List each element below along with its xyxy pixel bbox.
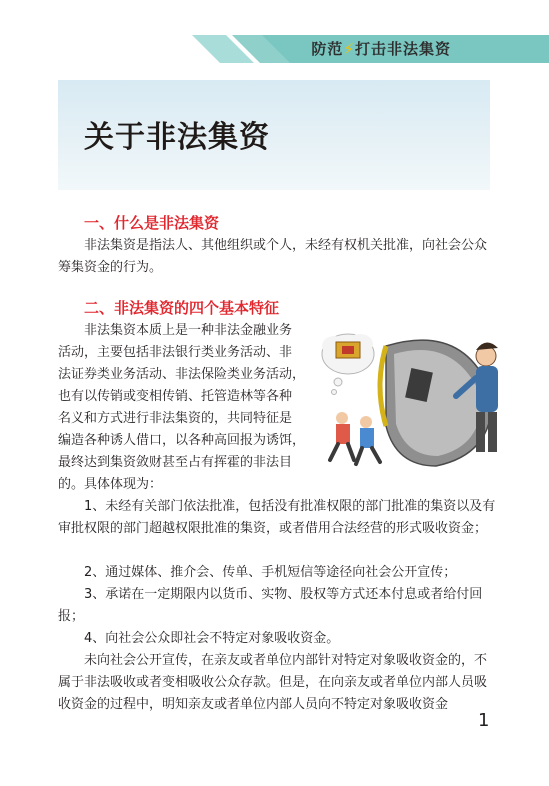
section-2-intro xyxy=(58,320,316,496)
page-title: 关于非法集资 xyxy=(84,120,270,155)
closing-paragraph: 未向社会公开宣传，在亲友或者单位内部针对特定对象吸收资金的，不属于非法吸收或者变相吸收公众存款。但是，在向亲友或者单位内部人员吸收资金的过程中，明知亲友或者单位内部人员向不特定对象吸收资金 xyxy=(58,653,488,712)
intro-line: 法证券类业务活动、非法保险类业务活动， xyxy=(58,367,306,382)
intro-line: 的。具体体现为： xyxy=(58,477,163,492)
list-item: 2、通过媒体、推介会、传单、手机短信等途径向社会公开宣传； xyxy=(84,565,457,580)
intro-line: 也有以传销或变相传销、托管造林等各种 xyxy=(58,389,293,404)
page-number: 1 xyxy=(478,710,490,731)
intro-line: 活动，主要包括非法银行类业务活动、非 xyxy=(58,345,293,360)
list-item: 3、承诺在一定期限内以货币、实物、股权等方式还本付息或者给付回报； xyxy=(58,587,483,624)
cartoon-illustration xyxy=(316,326,508,476)
section-heading-2: 二、非法集资的四个基本特征 xyxy=(84,299,280,317)
header-banner xyxy=(0,35,549,63)
section-1-paragraph: 非法集资是指法人、其他组织或个人，未经有权机关批准，向社会公众筹集资金的行为。 xyxy=(58,238,488,275)
section-heading-1: 一、什么是非法集资 xyxy=(84,214,220,232)
bolt-icon: ⚡ xyxy=(343,40,355,58)
intro-line: 名义和方式进行非法集资的，共同特征是 xyxy=(58,411,293,426)
intro-line: 最终达到集资敛财甚至占有挥霍的非法目 xyxy=(58,455,293,470)
list-item: 1、未经有关部门依法批准，包括没有批准权限的部门批准的集资以及有审批权限的部门超越权限批准的集资，或者借用合法经营的形式吸收资金； xyxy=(58,499,496,536)
header-title: 防范⚡打击非法集资 xyxy=(311,40,451,58)
intro-line: 编造各种诱人借口，以各种高回报为诱饵， xyxy=(58,433,306,448)
intro-line: 非法集资本质上是一种非法金融业务 xyxy=(84,323,293,338)
list-item: 4、向社会公众即社会不特定对象吸收资金。 xyxy=(84,631,340,646)
